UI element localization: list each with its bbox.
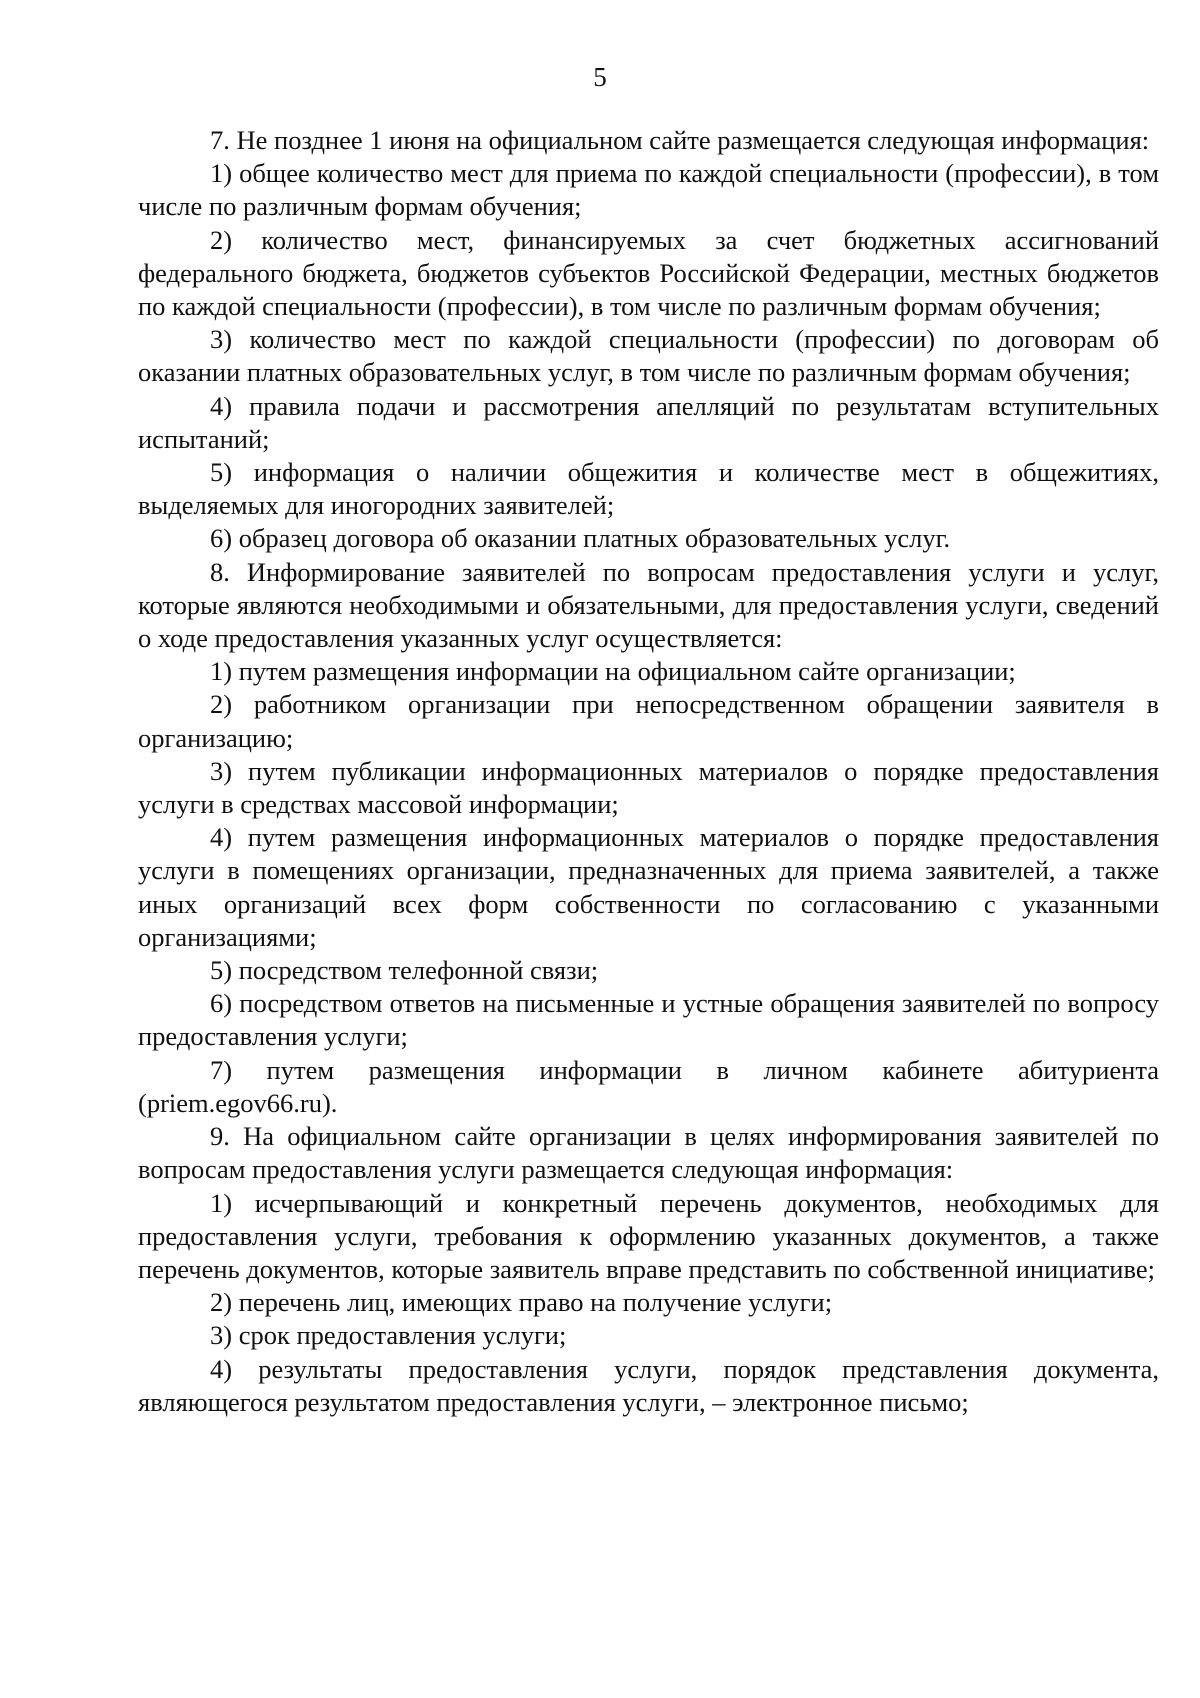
page-number: 5 — [593, 62, 607, 92]
document-body — [138, 124, 1159, 1419]
paragraph-9: 9. На официальном сайте организации в целях информирования заявителей по вопросам предоставления услуги размещается следующая информация: — [138, 1121, 1159, 1185]
paragraph-7: 7. Не позднее 1 июня на официальном сайте размещается следующая информация: — [210, 125, 1150, 155]
list-item-7-3: 3) количество мест по каждой специальности (профессии) по договорам об оказании платных образовательных услуг, в том числе по различным формам обучения; — [138, 324, 1159, 388]
list-item-8-6: 6) посредством ответов на письменные и устные обращения заявителей по вопросу предоставления услуги; — [138, 988, 1159, 1052]
list-item-8-7: 7) путем размещения информации в личном кабинете абитуриента (priem.egov66.ru). — [138, 1054, 1159, 1118]
list-item-8-2: 2) работником организации при непосредственном обращении заявителя в организацию; — [138, 689, 1159, 753]
list-item-9-1: 1) исчерпывающий и конкретный перечень документов, необходимых для предоставления услуги, требования к оформлению указанных документов, а также перечень документов, которые заявитель вправе представить по собственной инициативе; — [138, 1187, 1159, 1284]
list-item-7-1: 1) общее количество мест для приема по каждой специальности (профессии), в том числе по различным формам обучения; — [138, 158, 1159, 222]
list-item-8-5: 5) посредством телефонной связи; — [210, 955, 599, 986]
list-item-7-4: 4) правила подачи и рассмотрения апелляций по результатам вступительных испытаний; — [138, 390, 1159, 454]
paragraph-8: 8. Информирование заявителей по вопросам предоставления услуги и услуг, которые являются необходимыми и обязательными, для предоставления услуги, сведений о ходе предоставления указанных услуг осуществляется: — [138, 556, 1159, 654]
list-item-9-3: 3) срок предоставления услуги; — [210, 1320, 567, 1351]
list-item-9-2: 2) перечень лиц, имеющих право на получение услуги; — [210, 1287, 833, 1318]
list-item-8-3: 3) путем публикации информационных материалов о порядке предоставления услуги в средствах массовой информации; — [138, 755, 1159, 820]
list-item-7-5: 5) информация о наличии общежития и количестве мест в общежитиях, выделяемых для иногородних заявителей; — [138, 457, 1159, 521]
list-item-8-1: 1) путем размещения информации на официальном сайте организации; — [210, 656, 1016, 687]
list-item-7-2: 2) количество мест, финансируемых за счет бюджетных ассигнований федерального бюджета, бюджетов субъектов Российской Федерации, местных бюджетов по каждой специальности (профессии), в том числе по различным формам обучения; — [138, 224, 1159, 322]
list-item-9-4: 4) результаты предоставления услуги, порядок представления документа, являющегося результатом предоставления услуги, – электронное письмо; — [138, 1353, 1159, 1417]
list-item-8-4: 4) путем размещения информационных материалов о порядке предоставления услуги в помещениях организации, предназначенных для приема заявителей, а также иных организаций всех форм собственности по согласованию с указанными организациями; — [138, 822, 1159, 952]
list-item-7-6: 6) образец договора об оказании платных образовательных услуг. — [210, 523, 951, 554]
